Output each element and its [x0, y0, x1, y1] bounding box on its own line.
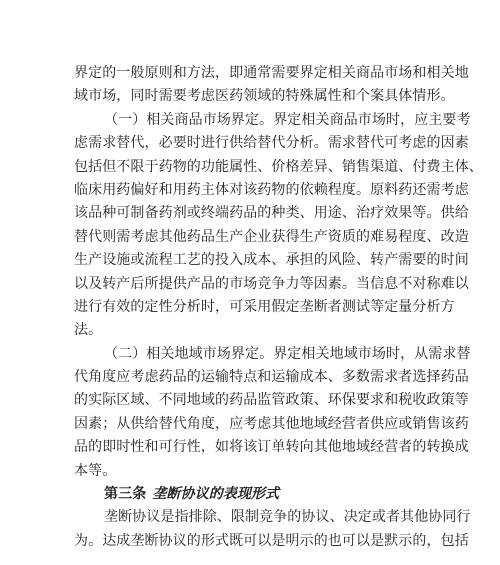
- article-title: 垄断协议的表现形式: [152, 486, 280, 503]
- article-heading: [74, 483, 436, 506]
- paragraph-line: 以及转产后所提供产品的市场竞争力等因素。当信息不对称难以: [74, 275, 469, 292]
- paragraph-line: 生产设施或流程工艺的投入成本、承担的风险、转产需要的时间: [74, 252, 469, 269]
- paragraph-line: 品的即时性和可行性，如将该订单转向其他地域经营者的转换成: [74, 439, 469, 456]
- paragraph-line: 代角度应考虑药品的运输特点和运输成本、多数需求者选择药品: [74, 369, 469, 386]
- paragraph-line: （一）相关商品市场界定。界定相关商品市场时，应主要考: [104, 111, 471, 128]
- paragraph-line: 替代则需考虑其他药品生产企业获得生产资质的难易程度、改造: [74, 228, 469, 245]
- paragraph-line: 本等。: [74, 462, 117, 479]
- paragraph-line: 该品种可制备药剂或终端药品的种类、用途、治疗效果等。供给: [74, 205, 469, 222]
- document-body: [74, 62, 483, 553]
- paragraph-line: 域市场，同时需要考虑医药领域的特殊属性和个案具体情形。: [74, 88, 455, 105]
- paragraph-line: 的实际区域、不同地域的药品监管政策、环保要求和税收政策等: [74, 392, 469, 409]
- paragraph-line: 包括但不限于药物的功能属性、价格差异、销售渠道、付费主体、: [74, 158, 483, 175]
- paragraph-line: （二）相关地域市场界定。界定相关地域市场时，从需求替: [104, 345, 471, 362]
- paragraph-line: 临床用药偏好和用药主体对该药物的依赖程度。原料药还需考虑: [74, 181, 469, 198]
- paragraph-line: 为。达成垄断协议的形式既可以是明示的也可以是默示的，包括: [74, 532, 469, 549]
- paragraph-line: 界定的一般原则和方法，即通常需要界定相关商品市场和相关地: [74, 65, 469, 81]
- paragraph-line: 因素；从供给替代角度，应考虑其他地域经营者供应或销售该药: [74, 415, 469, 432]
- paragraph-line: 进行有效的定性分析时，可采用假定垄断者测试等定量分析方: [74, 298, 455, 315]
- paragraph-line: 法。: [74, 322, 103, 339]
- paragraph-line: 垄断协议是指排除、限制竞争的协议、决定或者其他协同行: [104, 509, 471, 526]
- paragraph-line: 虑需求替代，必要时进行供给替代分析。需求替代可考虑的因素: [74, 135, 469, 152]
- article-number: 第三条: [104, 486, 147, 503]
